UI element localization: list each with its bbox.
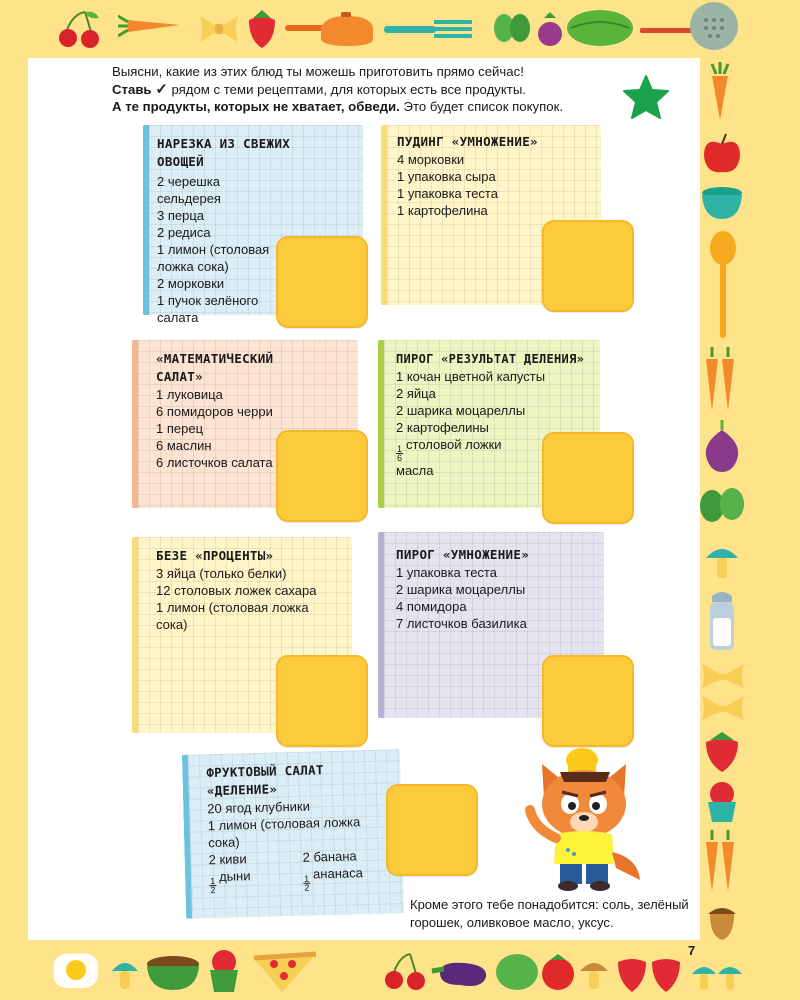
check-box[interactable] [276,655,368,747]
ingredient: 6 маслин [156,438,212,453]
check-box[interactable] [276,430,368,522]
egg-icon [48,948,104,992]
ingredient: 1 перец [156,421,204,436]
apple-icon [700,132,744,176]
ingredient: 1 лимон (столовая ложка сока) [156,600,309,632]
ingredient: 3 яйца (только белки) [156,566,287,581]
carrot-icon [118,12,188,38]
star-icon [622,74,670,120]
acorn-icon [704,898,740,942]
recipe-title: ПУДИНГ «УМНОЖЕНИЕ» [397,134,538,149]
ingredient: 1 пучок зелёного салата [157,293,259,325]
ingredient: 20 ягод клубники [207,798,311,817]
ingredient-columns [208,846,395,894]
ingredient: 1 луковица [156,387,223,402]
salt-shaker-icon [704,588,740,652]
recipe-title: «МАТЕМАТИЧЕСКИЙ САЛАТ» [156,351,274,384]
ingredient: 2 черешка сельдерея [157,174,221,206]
pizza-icon [252,950,318,994]
ingredient: 2 картофелины [396,420,489,435]
ingredient-list [397,151,593,219]
check-box[interactable] [542,220,634,312]
skimmer-icon [640,0,740,56]
ingredient: 7 листочков базилика [396,616,527,631]
strawberry-icon [245,6,279,50]
fork-icon [384,12,474,46]
carrot-icon [700,830,742,894]
cupcake-icon [205,948,243,994]
bowl-icon [700,185,744,221]
ingredient: 2 шарика моцареллы [396,403,526,418]
cherries-icon [382,950,428,992]
ingredient-column [302,847,363,892]
ingredient: 12 столовых ложек сахара [156,583,317,598]
ingredient-list [207,795,394,851]
mushroom-icon [578,955,610,991]
fraction: $\frac{1}{2}$ [210,876,216,896]
ingredient-list [157,173,287,326]
instruction-line-2: Ставь ✓ рядом с теми рецептами, для которых есть все продукты. [112,80,526,98]
check-box[interactable] [276,236,368,328]
recipe-title: НАРЕЗКА ИЗ СВЕЖИХ ОВОЩЕЙ [157,136,291,169]
ingredient: 3 перца [157,208,205,223]
lettuce-icon [565,6,635,50]
instruction-line-1: Выясни, какие из этих блюд ты можешь приготовить прямо сейчас! [112,64,524,79]
tomato-icon [540,952,576,992]
mint-icon [492,8,532,48]
ingredient: 1 картофелина [397,203,488,218]
ingredient: 2 банана [302,848,357,865]
pan-icon [285,10,375,50]
carrot-icon [700,62,740,122]
strawberry-icon [614,950,686,994]
checkmark-icon: ✓ [155,80,168,98]
ingredient: 1 упаковка теста [397,186,498,201]
onion-icon [702,420,742,474]
eggplant-icon [430,955,490,991]
mushroom-icon [110,955,140,991]
ingredient-fraction: $\frac{1}{2}$ дыни [210,868,251,896]
left-border [0,0,28,1000]
check-box[interactable] [386,784,478,876]
check-box[interactable] [542,432,634,524]
page-number: 7 [688,943,696,958]
ingredient-list [156,386,276,471]
fraction: $\frac{1}{6}$ [397,444,403,463]
cupcake-icon [702,780,742,824]
ingredient: 1 кочан цветной капусты [396,369,546,384]
ingredient: 2 редиса [157,225,211,240]
check-box[interactable] [542,655,634,747]
ingredient: 2 шарика моцареллы [396,582,526,597]
instructions [112,63,582,116]
ingredient: 4 помидора [396,599,467,614]
bowl-icon [145,952,201,992]
carrot-icon [700,345,742,415]
ingredient: 4 морковки [397,152,465,167]
pasta-bow-icon [198,10,240,48]
ingredient-column [208,850,273,895]
mushroom-icon [704,540,740,580]
pasta-bow-icon [700,660,746,726]
fox-chef-icon [520,742,650,892]
mint-icon [698,480,746,530]
instruction-line-3: А те продукты, которых не хватает, обведи. Это будет список покупок. [112,99,564,114]
ingredient: 2 яйца [396,386,436,401]
recipe-title: ФРУКТОВЫЙ САЛАТ «ДЕЛЕНИЕ» [206,762,324,799]
strawberry-icon [702,730,742,774]
ingredient: 1 упаковка сыра [397,169,496,184]
ingredient-fraction: $\frac{1}{6}$ столовой ложки масла [396,437,502,478]
spoon-icon [706,230,740,340]
ingredient: 1 лимон (столовая ложка сока) [157,242,270,274]
fraction: $\frac{1}{2}$ [304,873,310,893]
recipe-card-fruit-salad [182,749,404,919]
recipe-title: ПИРОГ «УМНОЖЕНИЕ» [396,547,530,562]
ingredient: 6 листочков салата [156,455,273,470]
ingredient-list [156,565,336,633]
ingredient: 1 упаковка теста [396,565,497,580]
ingredient: 1 лимон (столовая ложка сока) [207,814,361,851]
recipe-title: БЕЗЕ «ПРОЦЕНТЫ» [156,548,274,563]
ingredient-fraction: $\frac{1}{2}$ ананаса [304,865,364,893]
cherries-icon [55,8,105,50]
recipe-title: ПИРОГ «РЕЗУЛЬТАТ ДЕЛЕНИЯ» [396,352,585,366]
mushroom-icon [690,960,744,992]
ingredient: 2 киви [208,851,247,868]
blackberry-icon [535,10,565,48]
ingredient-list [396,564,596,632]
mint-icon [494,950,540,992]
footer-note: Кроме этого тебе понадобится: соль, зелёный горошек, оливковое масло, уксус. [410,897,689,930]
ingredient: 6 помидоров черри [156,404,273,419]
ingredient: 2 морковки [157,276,225,291]
